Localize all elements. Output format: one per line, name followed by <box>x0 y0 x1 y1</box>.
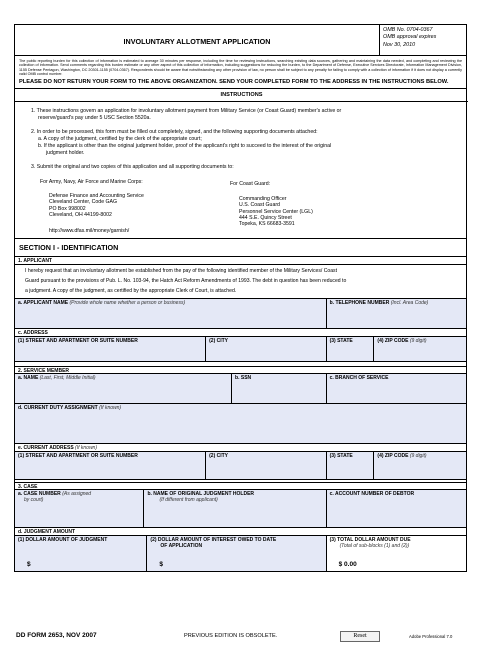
holder-hint: (If different from applicant) <box>159 497 218 504</box>
interest-label: (2) DOLLAR AMOUNT OF INTEREST OWED TO DATE <box>150 537 277 544</box>
case-number-hint-2: by court) <box>24 497 44 504</box>
current-address-bar <box>15 444 466 452</box>
applicant-street-field[interactable] <box>15 337 206 361</box>
form-title: INVOLUNTARY ALLOTMENT APPLICATION <box>15 25 380 55</box>
army-address-line: Cleveland, OH 44199-8002 <box>49 212 112 219</box>
telephone-hint: (Incl. Area Code) <box>390 300 429 307</box>
reset-button[interactable]: Reset <box>340 631 380 642</box>
judgment-amount-label: (1) DOLLAR AMOUNT OF JUDGMENT <box>18 537 108 544</box>
holder-label: b. NAME OF ORIGINAL JUDGMENT HOLDER <box>147 491 255 498</box>
army-address-line: Defense Finance and Accounting Service <box>49 193 144 200</box>
applicant-city-field[interactable] <box>206 337 326 361</box>
zip-hint: (9 digit) <box>409 338 427 345</box>
applicant-name-hint: (Provide whole name whether a person or business) <box>69 300 186 307</box>
cg-address-line: Commanding Officer <box>239 196 287 203</box>
member-name-label: a. NAME <box>18 375 39 382</box>
applicant-name-row <box>15 299 466 329</box>
service-member-bar: 2. SERVICE MEMBER <box>15 366 466 374</box>
member-zip-field[interactable] <box>374 452 466 479</box>
applicant-name-field[interactable] <box>15 299 327 328</box>
instructions-title: INSTRUCTIONS <box>15 92 468 102</box>
ssn-label: b. SSN <box>235 375 252 382</box>
member-street-field[interactable] <box>15 452 206 479</box>
case-number-hint: (As assigned <box>62 491 92 498</box>
coast-guard-label: For Coast Guard: <box>230 181 271 188</box>
street-label: (1) STREET AND APARTMENT OR SUITE NUMBER <box>18 338 138 345</box>
member-name-hint: (Last, First, Middle Initial) <box>39 375 96 382</box>
return-note: PLEASE DO NOT RETURN YOUR FORM TO THE ABOVE ORGANIZATION. SEND YOUR COMPLETED FORM TO THE ADDRESS IN THE INSTRUCTIONS BELOW. <box>15 78 466 89</box>
applicant-bar: 1. APPLICANT <box>15 257 466 265</box>
applicant-address-row <box>15 337 466 362</box>
zip-label: (4) ZIP CODE <box>377 338 409 345</box>
member-address-row <box>15 452 466 480</box>
form <box>14 24 467 572</box>
current-address-label: e. CURRENT ADDRESS <box>18 445 74 452</box>
telephone-field[interactable] <box>327 299 466 328</box>
instruction-3: 3. Submit the original and two copies of this application and all supporting documents to: <box>31 164 234 171</box>
dfas-link[interactable]: http://www.dfas.mil/money/garnish/ <box>49 228 130 235</box>
instruction-2b: a. A copy of the judgment, certified by the clerk of the appropriate court; <box>38 136 202 143</box>
statement-line: I hereby request that an involuntary allotment be established from the pay of the following identified member of the Military Services/ Coast <box>25 268 338 275</box>
ssn-field[interactable] <box>232 374 327 403</box>
army-address-line: PO Box 998002 <box>49 205 86 212</box>
applicant-zip-field[interactable] <box>374 337 466 361</box>
army-address <box>49 193 144 218</box>
statement-line: a judgment. A copy of the judgment, as certified by the appropriate Clerk of Court, is attached. <box>25 288 237 295</box>
account-number-field[interactable] <box>327 490 466 527</box>
zip-label: (4) ZIP CODE <box>377 453 409 460</box>
previous-edition-note: PREVIOUS EDITION IS OBSOLETE. <box>184 633 278 639</box>
instruction-2d: judgment holder. <box>46 150 85 157</box>
instruction-2a: 2. In order to be processed, this form must be filled out completely, signed, and the following supporting documents attached: <box>31 129 318 136</box>
dollar-sign: $ <box>159 561 164 569</box>
state-label: (3) STATE <box>329 453 353 460</box>
burden-statement: The public reporting burden for this collection of information is estimated to average 30 minutes per response, including the time for reviewing instructions, searching existing data sources, gathering and maintaining the data needed, and completing and reviewing the collection of information. Send comments regarding this burden estimate or any other aspect of this collection of information, including suggestions for reducing the burden, to the Department of Defense, Executive Services Directorate, Information Management Division, 1155 Defense Pentagon, Washington, DC 20301-1155 (0704-0367). Respondents should be aware that notwithstanding any other provision of law, no person shall be subject to any penalty for failing to comply with a collection of information if it does not display a currently valid OMB control number. <box>19 59 462 76</box>
cg-address-line: 444 S.E. Quincy Street <box>239 215 292 222</box>
duty-row <box>15 404 466 444</box>
omb-approval: OMB approval expires <box>383 34 437 41</box>
city-label: (2) CITY <box>209 453 229 460</box>
total-hint: (Total of sub-blocks (1) and (2)) <box>339 543 410 550</box>
army-label: For Army, Navy, Air Force and Marine Corps: <box>40 179 143 186</box>
form-header <box>15 25 466 56</box>
omb-date: Nov 30, 2010 <box>383 41 416 48</box>
cg-address-line: U.S. Coast Guard <box>239 202 280 209</box>
case-row <box>15 490 466 528</box>
branch-label: c. BRANCH OF SERVICE <box>329 375 389 382</box>
interest-amount-field[interactable] <box>147 536 326 571</box>
member-name-row <box>15 374 466 404</box>
address-bar: c. ADDRESS <box>15 329 466 337</box>
zip-hint: (9 digit) <box>409 453 427 460</box>
judgment-amount-bar: d. JUDGMENT AMOUNT <box>15 528 466 536</box>
telephone-label: b. TELEPHONE NUMBER <box>329 300 390 307</box>
judgment-holder-field[interactable] <box>144 490 326 527</box>
dollar-sign: $ <box>27 561 31 569</box>
member-name-field[interactable] <box>15 374 232 403</box>
total-value: $ 0.00 <box>338 561 357 569</box>
judgment-row <box>15 536 466 572</box>
total-amount-field <box>327 536 466 571</box>
cg-address-line: Personnel Service Center (LGL) <box>239 208 313 215</box>
duty-assignment-field[interactable] <box>15 404 466 443</box>
omb-number: OMB No. 0704-0367 <box>383 27 433 33</box>
branch-field[interactable] <box>327 374 466 403</box>
case-number-field[interactable] <box>15 490 144 527</box>
street-label: (1) STREET AND APARTMENT OR SUITE NUMBER <box>18 453 138 460</box>
case-bar: 3. CASE <box>15 482 466 490</box>
city-label: (2) CITY <box>209 338 229 345</box>
form-id: DD FORM 2653, NOV 2007 <box>16 632 97 639</box>
current-address-hint: (If known) <box>75 445 97 452</box>
army-address-line: Cleveland Center, Code GAG <box>49 199 118 206</box>
duty-label: d. CURRENT DUTY ASSIGNMENT <box>18 405 98 412</box>
case-number-label: a. CASE NUMBER <box>18 491 61 498</box>
section-1-title: SECTION I - IDENTIFICATION <box>15 239 466 257</box>
form-footer <box>14 630 467 644</box>
state-label: (3) STATE <box>329 338 353 345</box>
omb-box <box>380 25 466 55</box>
member-city-field[interactable] <box>206 452 326 479</box>
total-label: (3) TOTAL DOLLAR AMOUNT DUE <box>329 537 411 544</box>
statement-line: Guard pursuant to the provisions of Pub. L. No. 103-94, the Hatch Act Reform Amendments of 1993. The debt in question has been reduced to <box>25 278 347 285</box>
cg-address-line: Topeka, KS 66683-3591 <box>239 221 295 228</box>
instructions-block <box>15 89 466 239</box>
instruction-1b: reserve/guard's pay under 5 USC Section 5520a. <box>38 115 151 122</box>
instruction-2c: b. If the applicant is other than the original judgment holder, proof of the applicant's right to succeed to the interest of the original <box>38 143 332 150</box>
account-label: c. ACCOUNT NUMBER OF DEBTOR <box>329 491 415 498</box>
applicant-statement <box>15 265 466 299</box>
interest-label-2: OF APPLICATION <box>160 543 203 550</box>
coast-guard-address <box>239 196 313 227</box>
judgment-amount-field[interactable] <box>15 536 147 571</box>
instruction-1a: 1. These instructions govern an application for involuntary allotment payment from Military Service (or Coast Guard) member's active or <box>31 108 342 115</box>
applicant-state-field[interactable] <box>327 337 375 361</box>
member-state-field[interactable] <box>327 452 375 479</box>
applicant-name-label: a. APPLICANT NAME <box>18 300 69 307</box>
duty-hint: (If known) <box>99 405 122 412</box>
software-note: Adobe Professional 7.0 <box>409 634 453 639</box>
